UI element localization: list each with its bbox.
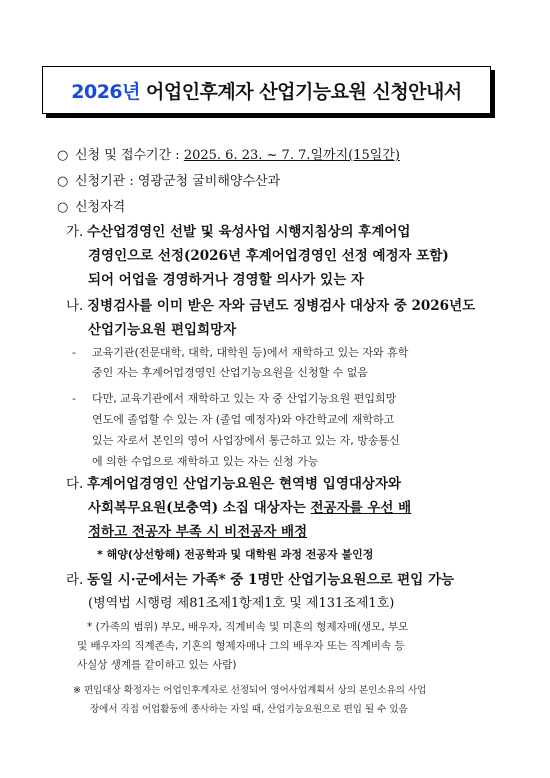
footnote-line2: 장에서 직접 어업활동에 종사하는 자일 때, 산업기능요원으로 편입 될 수 있음 <box>90 704 408 715</box>
title-year: 2026년 <box>71 80 140 103</box>
item-na-dash1-line1: - 교육기관(전문대학, 대학, 대학원 등)에서 재학하고 있는 자와 휴학 <box>72 346 409 359</box>
application-period <box>57 144 400 163</box>
title-text: 어업인후계자 산업기능요원 신청안내서 <box>146 80 462 103</box>
item-ga-line3: 되어 어업을 경영하거나 경영할 의사가 있는 자 <box>88 272 364 288</box>
dash-bullet-icon: - <box>72 392 76 405</box>
application-agency <box>57 170 280 189</box>
family-note-line1: * (가족의 범위) 부모, 배우자, 직계비속 및 미혼의 형제자매(생모, 부모 <box>87 621 409 633</box>
qualification-heading <box>57 196 125 215</box>
family-note-line2: 및 배우자의 직계존속, 기혼의 형제자매나 그의 배우자 또는 직계비속 등 <box>77 640 405 652</box>
item-ga-line2: 경영인으로 선정(2026년 후계어업경영인 선정 예정자 포함) <box>88 248 449 264</box>
item-na-dash2-line4: 에 의한 수업으로 재학하고 있는 자는 신청 가능 <box>92 455 319 468</box>
footnote-line1: ※ 편입대상 확정자는 어업인후계자로 선정되어 영어사업계획서 상의 본인소유의 사업 <box>73 685 427 696</box>
qualification-text: 신청자격 <box>75 200 126 215</box>
circle-bullet-icon: ○ <box>57 200 69 215</box>
item-da-line1: 다. 후계어업경영인 산업기능요원은 현역병 입영대상자와 <box>66 472 401 492</box>
item-ra-line2: (병역법 시행령 제81조제1항제1호 및 제131조제1호) <box>88 596 395 611</box>
circle-bullet-icon: ○ <box>57 174 69 189</box>
item-na-dash2-line2: 연도에 졸업할 수 있는 자 (졸업 예정자)와 야간학교에 재학하고 <box>92 413 395 426</box>
family-note-line3: 사실상 생계를 같이하고 있는 사람) <box>77 659 237 671</box>
item-da-line3: 정하고 전공자 부족 시 비전공자 배정 <box>88 524 308 540</box>
item-na-label: 나. <box>66 298 84 314</box>
item-da-label: 다. <box>66 476 84 492</box>
document-title <box>42 66 491 114</box>
agency-text: 신청기관 : 영광군청 굴비해양수산과 <box>75 174 281 189</box>
item-ra-line1: 라. 동일 시·군에서는 가족* 중 1명만 산업기능요원으로 편입 가능 <box>66 568 454 588</box>
item-ra-label: 라. <box>66 572 84 588</box>
item-na-line2: 산업기능요원 편입희망자 <box>88 322 237 338</box>
circle-bullet-icon: ○ <box>57 148 69 163</box>
item-ga-label: 가. <box>66 224 84 240</box>
item-da-note: * 해양(상선항해) 전공학과 및 대학원 과정 전공자 불인정 <box>97 548 374 561</box>
period-label: 신청 및 접수기간 : <box>75 148 184 163</box>
item-da-line2: 사회복무요원(보충역) 소집 대상자는 전공자를 우선 배 <box>88 500 412 516</box>
period-date: 2025. 6. 23. ~ 7. 7.일까지(15일간) <box>183 148 400 163</box>
item-na-dash1-line2: 중인 자는 후계어업경영인 산업기능요원을 신청할 수 없음 <box>92 366 369 379</box>
item-na-line1: 나. 징병검사를 이미 받은 자와 금년도 징병검사 대상자 중 2026년도 <box>66 294 475 314</box>
item-na-dash2-line3: 있는 자로서 본인의 영어 사업장에서 통근하고 있는 자, 방송통신 <box>92 434 400 447</box>
item-ga-line1: 가. 수산업경영인 선발 및 육성사업 시행지침상의 후계어업 <box>66 220 410 240</box>
item-na-dash2-line1: - 다만, 교육기관에서 재학하고 있는 자 중 산업기능요원 편입희망 <box>72 392 397 405</box>
dash-bullet-icon: - <box>72 346 76 359</box>
